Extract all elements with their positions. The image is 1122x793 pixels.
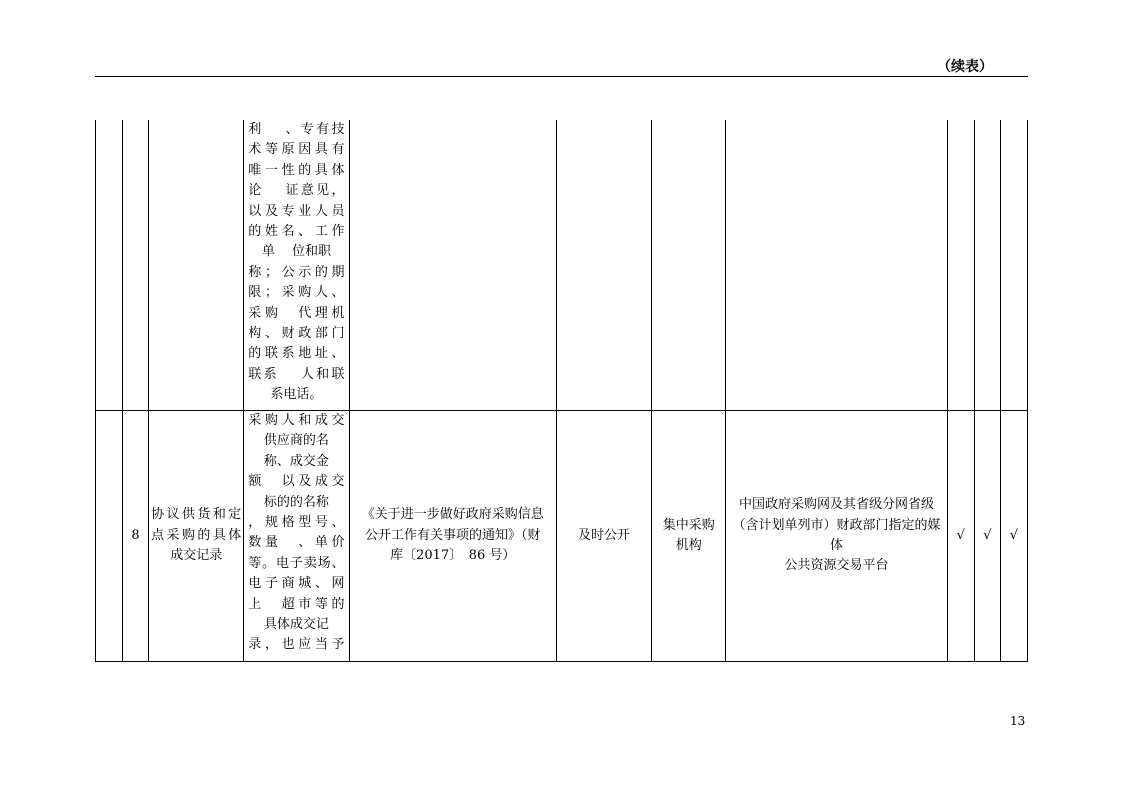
subject-text: 集中采购机构 [662,517,715,553]
content-cell [244,411,349,662]
item-cell [149,411,255,662]
content-line: 单 位和职 [261,244,331,260]
check-cell: √ [947,411,974,662]
content-line: 系电话。 [270,387,323,403]
content-line: 以及专业人员 [248,203,345,219]
continued-label: （续表） [937,59,993,75]
channel-cell [726,411,947,662]
item-text: 协议供货和定点采购的具体 成交记录 [151,507,255,564]
number-cell: 8 [123,411,149,662]
timing-cell [556,120,651,411]
timing-cell: 及时公开 [556,411,651,662]
subject-cell [652,411,726,662]
content-line: 标的的名称 [263,494,329,510]
content-line: 联系 人和联 [248,366,345,382]
content-line: ，规格型号、 [248,514,345,530]
page-number: 13 [1010,714,1026,728]
category-cell [96,120,123,411]
basis-cell [349,120,556,411]
content-line: 唯一性的具体 [248,162,345,178]
subject-cell [652,120,726,411]
basis-cell [349,411,556,662]
number-cell [123,120,149,411]
content-line: 限；采购人、 [248,285,345,301]
check-cell: √ [1000,411,1027,662]
basis-text: 《关于进一步做好政府采购信息 公开工作有关事项的通知》（财 库〔2017〕 86 号） [361,507,557,564]
content-line: 供应商的名 [263,433,329,449]
channel-cell [726,120,947,411]
content-line: 具体成交记 [263,616,329,632]
item-cell [149,120,244,411]
content-line: 额 以及成交 [248,474,345,490]
disclosure-table [95,120,1028,662]
check-cell [974,120,1000,411]
content-line: 术等原因具有 [248,142,345,158]
channel-line: 公共资源交易平台 [784,558,889,574]
content-line: 称、成交金 [263,453,329,469]
category-cell [96,411,123,662]
content-line: 等。电子卖场、 [248,555,345,571]
content-line: 电子商城、网 [248,576,345,592]
content-line: 录，也应当予 [248,637,345,653]
content-line: 论 证意见， [248,183,345,199]
content-line: 数量 、单价 [248,535,345,551]
header-rule [95,76,1028,77]
table-row [96,411,1028,662]
check-cell [947,120,974,411]
content-line: 的联系地址、 [248,346,345,362]
content-line: 采购人和成交 [248,413,345,428]
content-line: 上 超市等的 [248,596,345,612]
content-line: 采购 代理机 [248,305,345,321]
content-lines [248,411,344,656]
content-line: 构、财政部门 [248,325,345,341]
content-line: 称；公示的期 [248,264,345,280]
check-cell [1000,120,1027,411]
check-cell: √ [974,411,1000,662]
channel-line: 中国政府采购网及其省级分网省级（含计划单列市）财政部门指定的媒体 [732,497,941,553]
content-cell [244,120,349,411]
content-line: 利 、专有技 [248,122,345,137]
table-row [96,120,1028,411]
content-lines [248,120,344,405]
content-line: 的姓名、工作 [248,223,345,239]
